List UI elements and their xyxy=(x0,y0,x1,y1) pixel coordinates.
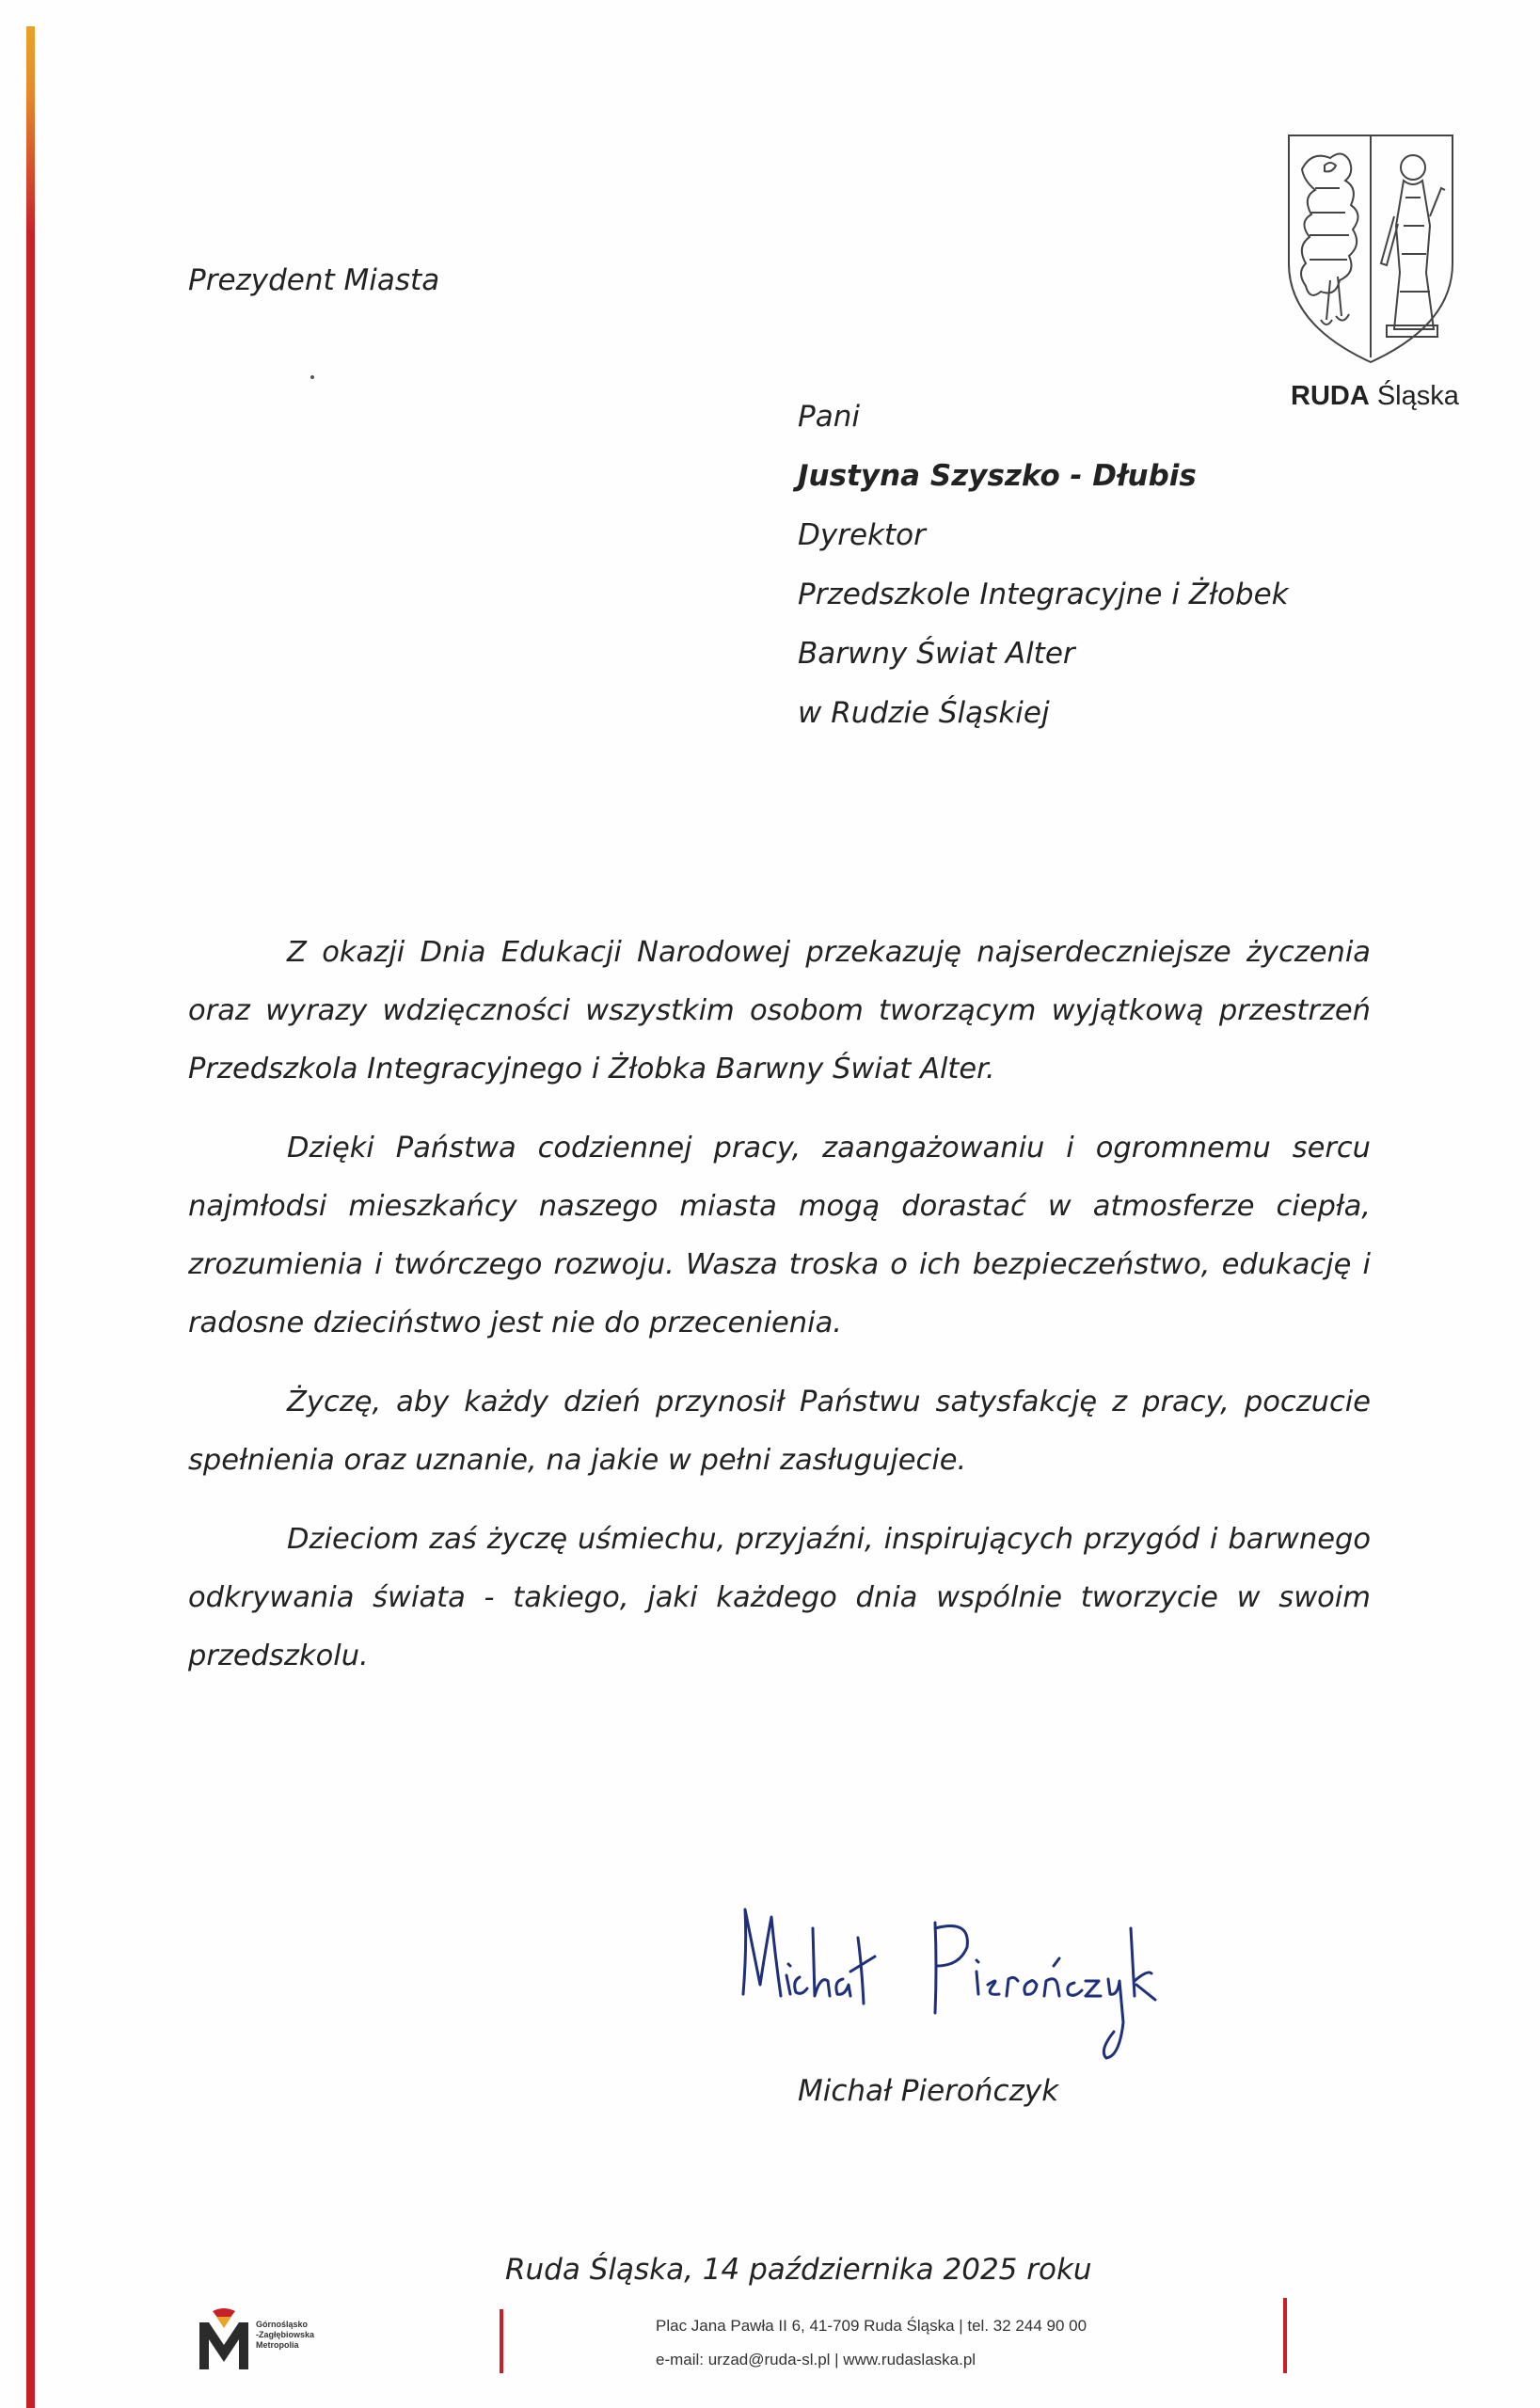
city-name-bold: RUDA xyxy=(1291,381,1370,411)
metropolia-logo-icon xyxy=(196,2307,254,2373)
footer-email-web: e-mail: urzad@ruda-sl.pl | www.rudaslaska.pl xyxy=(656,2351,976,2368)
footer-contact xyxy=(656,2309,1087,2377)
handwritten-signature xyxy=(734,1891,1167,2079)
stray-dot xyxy=(310,375,314,379)
metro-text-line: Górnośląsko xyxy=(256,2320,309,2329)
footer-divider-right xyxy=(1283,2298,1287,2373)
place-and-date: Ruda Śląska, 14 października 2025 roku xyxy=(505,2253,1092,2287)
addressee-institution: Przedszkole Integracyjne i Żłobek xyxy=(798,578,1289,611)
body-paragraph: Życzę, aby każdy dzień przynosił Państwu satysfakcję z pracy, poczucie spełnienia oraz uznanie, na jakie w pełni zasługujecie. xyxy=(188,1386,1371,1477)
city-name xyxy=(1291,381,1459,412)
addressee-name: Justyna Szyszko - Dłubis xyxy=(798,459,1197,493)
addressee-block xyxy=(798,388,1289,743)
letter-body xyxy=(188,924,1371,1706)
metropolia-logo-text xyxy=(256,2320,314,2351)
left-red-band xyxy=(26,26,35,2408)
metro-text-line: -Zagłębiowska xyxy=(256,2330,315,2339)
footer-address: Plac Jana Pawła II 6, 41-709 Ruda Śląska | tel. 32 244 90 00 xyxy=(656,2317,1088,2335)
addressee-location: w Rudzie Śląskiej xyxy=(798,696,1050,730)
body-paragraph: Z okazji Dnia Edukacji Narodowej przekazuję najserdeczniejsze życzenia oraz wyrazy wdzięczności wszystkim osobom tworzącym wyjątkową przestrzeń Przedszkola Integracyjnego i Żłobka Barwny Świat Alter. xyxy=(188,936,1371,1085)
footer-divider-left xyxy=(500,2309,503,2373)
addressee-position: Dyrektor xyxy=(798,518,926,552)
addressee-salutation: Pani xyxy=(798,400,860,434)
sender-title: Prezydent Miasta xyxy=(188,263,440,297)
metro-text-line: Metropolia xyxy=(256,2340,299,2350)
signer-name: Michał Pierończyk xyxy=(798,2074,1059,2108)
body-paragraph: Dzięki Państwa codziennej pracy, zaangażowaniu i ogromnemu sercu najmłodsi mieszkańcy naszego miasta mogą dorastać w atmosferze ciepła, zrozumienia i twórczego rozwoju. Wasza troska o ich bezpieczeństwo, edukację i radosne dzieciństwo jest nie do przecenienia. xyxy=(188,1132,1371,1339)
city-coat-of-arms-icon xyxy=(1283,132,1458,367)
body-paragraph: Dzieciom zaś życzę uśmiechu, przyjaźni, inspirujących przygód i barwnego odkrywania świata - takiego, jaki każdego dnia wspólnie tworzycie w swoim przedszkolu. xyxy=(188,1523,1371,1672)
addressee-institution-name: Barwny Świat Alter xyxy=(798,637,1075,671)
city-name-regular: Śląska xyxy=(1376,381,1459,411)
